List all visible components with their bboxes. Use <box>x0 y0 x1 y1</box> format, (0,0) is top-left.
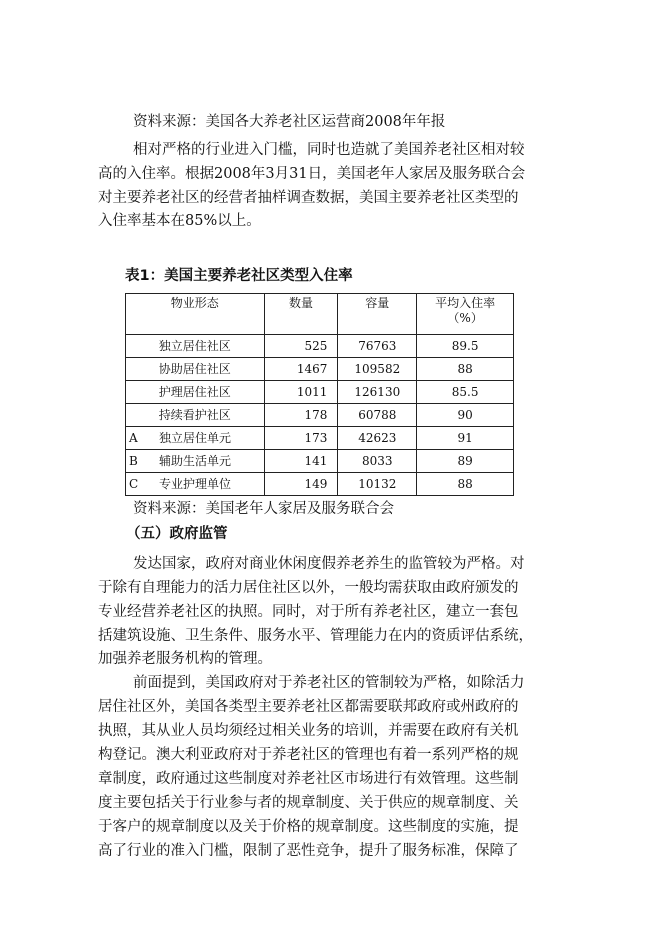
row-code: B <box>129 453 138 468</box>
table-source-note: 资料来源：美国老年人家居及服务联合会 <box>133 501 394 517</box>
table-row <box>126 381 514 404</box>
row-capacity: 42623 <box>338 427 417 450</box>
table-row <box>126 358 514 381</box>
row-name-cell <box>126 427 265 450</box>
row-name: 护理居住社区 <box>126 381 265 404</box>
row-count: 173 <box>264 427 338 450</box>
row-name: 辅助生活单元 <box>159 453 232 468</box>
paragraph-line: 度主要包括关于行业参与者的规章制度、关于供应的规章制度、关 <box>98 795 519 811</box>
row-code: A <box>129 430 138 445</box>
row-rate: 88 <box>417 473 514 496</box>
table-row <box>126 473 514 496</box>
paragraph-line: 专业经营养老社区的执照。同时，对于所有养老社区，建立一套包 <box>98 604 519 620</box>
row-name: 独立居住社区 <box>126 335 265 358</box>
table-row <box>126 427 514 450</box>
paragraph-line: 高了行业的准入门槛，限制了恶性竞争，提升了服务标准，保障了 <box>98 843 519 859</box>
source-note-top: 资料来源：美国各大养老社区运营商2008年年报 <box>133 114 446 130</box>
paragraph-line: 于客户的规章制度以及关于价格的规章制度。这些制度的实施，提 <box>98 819 519 835</box>
row-name: 协助居住社区 <box>126 358 265 381</box>
row-count: 525 <box>264 335 338 358</box>
paragraph-line: 执照，其从业人员均须经过相关业务的培训，并需要在政府有关机 <box>98 723 519 739</box>
section-heading: （五）政府监管 <box>126 525 228 542</box>
row-capacity: 126130 <box>338 381 417 404</box>
row-rate: 91 <box>417 427 514 450</box>
row-name-cell <box>126 450 265 473</box>
table-row <box>126 404 514 427</box>
row-name: 专业护理单位 <box>159 476 232 491</box>
header-avg-occupancy <box>417 294 514 335</box>
row-rate: 88 <box>417 358 514 381</box>
paragraph-line: 加强养老服务机构的管理。 <box>98 651 272 667</box>
row-count: 141 <box>264 450 338 473</box>
table-header-row <box>126 294 514 335</box>
row-rate: 90 <box>417 404 514 427</box>
header-property-type: 物业形态 <box>126 294 265 335</box>
occupancy-table <box>125 293 514 496</box>
table-title: 表1：美国主要养老社区类型入住率 <box>125 268 353 284</box>
row-name: 持续看护社区 <box>126 404 265 427</box>
row-code: C <box>129 476 139 491</box>
row-name-cell <box>126 473 265 496</box>
paragraph-line: 前面提到，美国政府对于养老社区的管制较为严格，如除活力 <box>133 675 525 691</box>
paragraph-line: 构登记。澳大利亚政府对于养老社区的管理也有着一系列严格的规 <box>98 747 519 763</box>
row-name: 独立居住单元 <box>159 430 232 445</box>
row-capacity: 60788 <box>338 404 417 427</box>
paragraph-line: 章制度，政府通过这些制度对养老社区市场进行有效管理。这些制 <box>98 771 519 787</box>
row-rate: 85.5 <box>417 381 514 404</box>
header-avg-occupancy-unit: （%） <box>447 311 483 325</box>
row-count: 178 <box>264 404 338 427</box>
table-row <box>126 450 514 473</box>
paragraph-line: 发达国家，政府对商业休闲度假养老养生的监管较为严格。对 <box>133 556 525 572</box>
row-rate: 89 <box>417 450 514 473</box>
header-capacity: 容量 <box>338 294 417 335</box>
row-rate: 89.5 <box>417 335 514 358</box>
paragraph-line: 居住社区外，美国各类型主要养老社区都需要联邦政府或州政府的 <box>98 699 519 715</box>
row-capacity: 10132 <box>338 473 417 496</box>
header-avg-occupancy-label: 平均入住率 <box>435 296 496 310</box>
row-count: 149 <box>264 473 338 496</box>
paragraph-line: 相对严格的行业进入门槛，同时也造就了美国养老社区相对较 <box>133 142 525 158</box>
row-capacity: 76763 <box>338 335 417 358</box>
paragraph-line: 括建筑设施、卫生条件、服务水平、管理能力在内的资质评估系统， <box>98 628 533 644</box>
table-row <box>126 335 514 358</box>
paragraph-line: 于除有自理能力的活力居住社区以外，一般均需获取由政府颁发的 <box>98 580 519 596</box>
row-capacity: 8033 <box>338 450 417 473</box>
row-count: 1467 <box>264 358 338 381</box>
paragraph-line: 高的入住率。根据2008年3月31日，美国老年人家居及服务联合会 <box>98 166 526 182</box>
row-capacity: 109582 <box>338 358 417 381</box>
paragraph-line: 入住率基本在85%以上。 <box>98 213 261 229</box>
header-count: 数量 <box>264 294 338 335</box>
row-count: 1011 <box>264 381 338 404</box>
paragraph-line: 对主要养老社区的经营者抽样调查数据，美国主要养老社区类型的 <box>98 190 519 206</box>
